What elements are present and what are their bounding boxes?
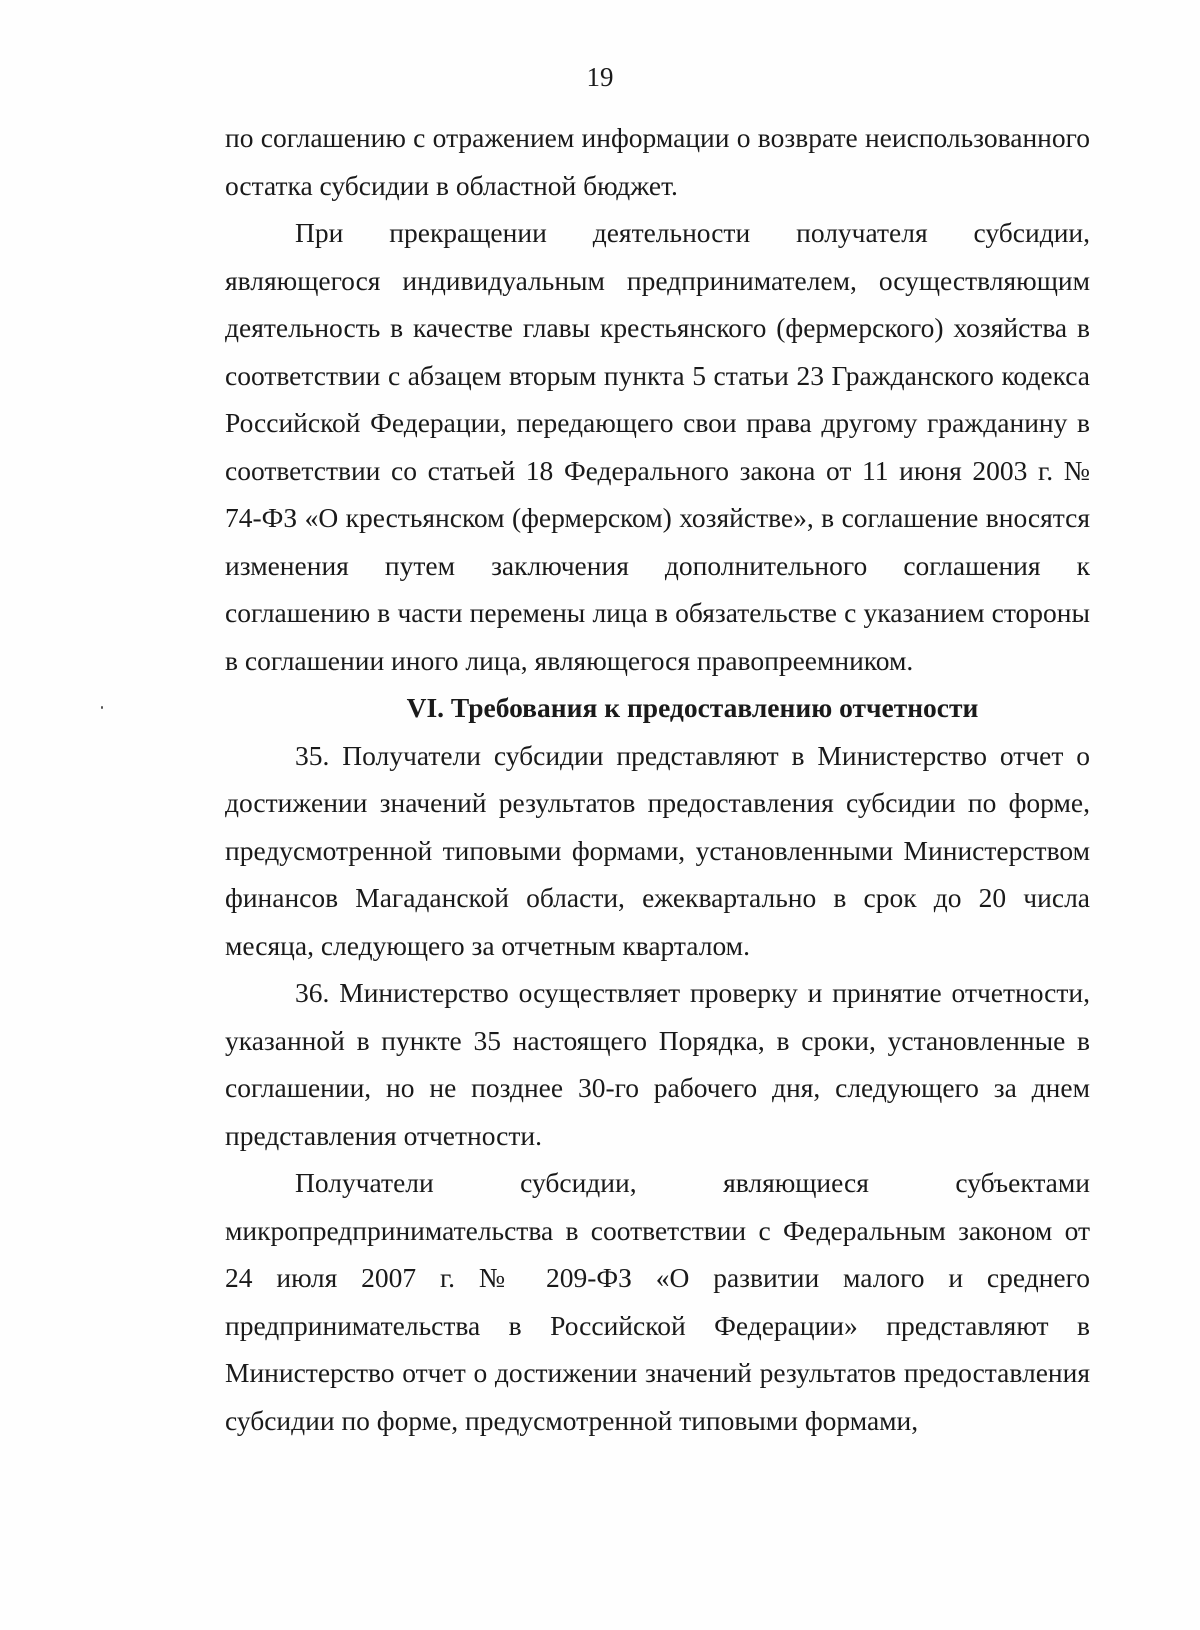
document-body: [225, 114, 1090, 1444]
paragraph-termination-of-activity: При прекращении деятельности получателя субсидии, являющегося индивидуальным предпринимателем, осуществляющим деятельность в качестве главы крестьянского (фермерского) хозяйства в соответствии с абзацем вторым пункта 5 статьи 23 Гражданского кодекса Российской Федерации, передающего свои права другому гражданину в соответствии со статьей 18 Федерального закона от 11 июня 2003 г. № 74-ФЗ «О крестьянском (фермерском) хозяйстве», в соглашение вносятся изменения путем заключения дополнительного соглашения к соглашению в части перемены лица в обязательстве с указанием стороны в соглашении иного лица, являющегося правопреемником.: [225, 217, 1090, 676]
paragraph-micro-entrepreneurs: Получатели субсидии, являющиеся субъектами микропредпринимательства в соответствии с Федеральным законом от 24 июля 2007 г. № 209-ФЗ «О развитии малого и среднего предпринимательства в Российской Федерации» представляют в Министерство отчет о достижении значений результатов предоставления субсидии по форме, предусмотренной типовыми формами,: [225, 1167, 1090, 1436]
paragraph-36: 36. Министерство осуществляет проверку и принятие отчетности, указанной в пункте 35 настоящего Порядка, в сроки, установленные в соглашении, но не позднее 30-го рабочего дня, следующего за днем представления отчетности.: [225, 977, 1090, 1151]
paragraph-continuation: по соглашению с отражением информации о возврате неиспользованного остатка субсидии в областной бюджет.: [225, 122, 1090, 201]
scan-speck: [101, 706, 103, 709]
section-heading: VI. Требования к предоставлению отчетности: [406, 692, 979, 723]
paragraph-35: 35. Получатели субсидии представляют в Министерство отчет о достижении значений результатов предоставления субсидии по форме, предусмотренной типовыми формами, установленными Министерством финансов Магаданской области, ежеквартально в срок до 20 числа месяца, следующего за отчетным кварталом.: [225, 739, 1090, 961]
page-number: 19: [586, 62, 614, 92]
